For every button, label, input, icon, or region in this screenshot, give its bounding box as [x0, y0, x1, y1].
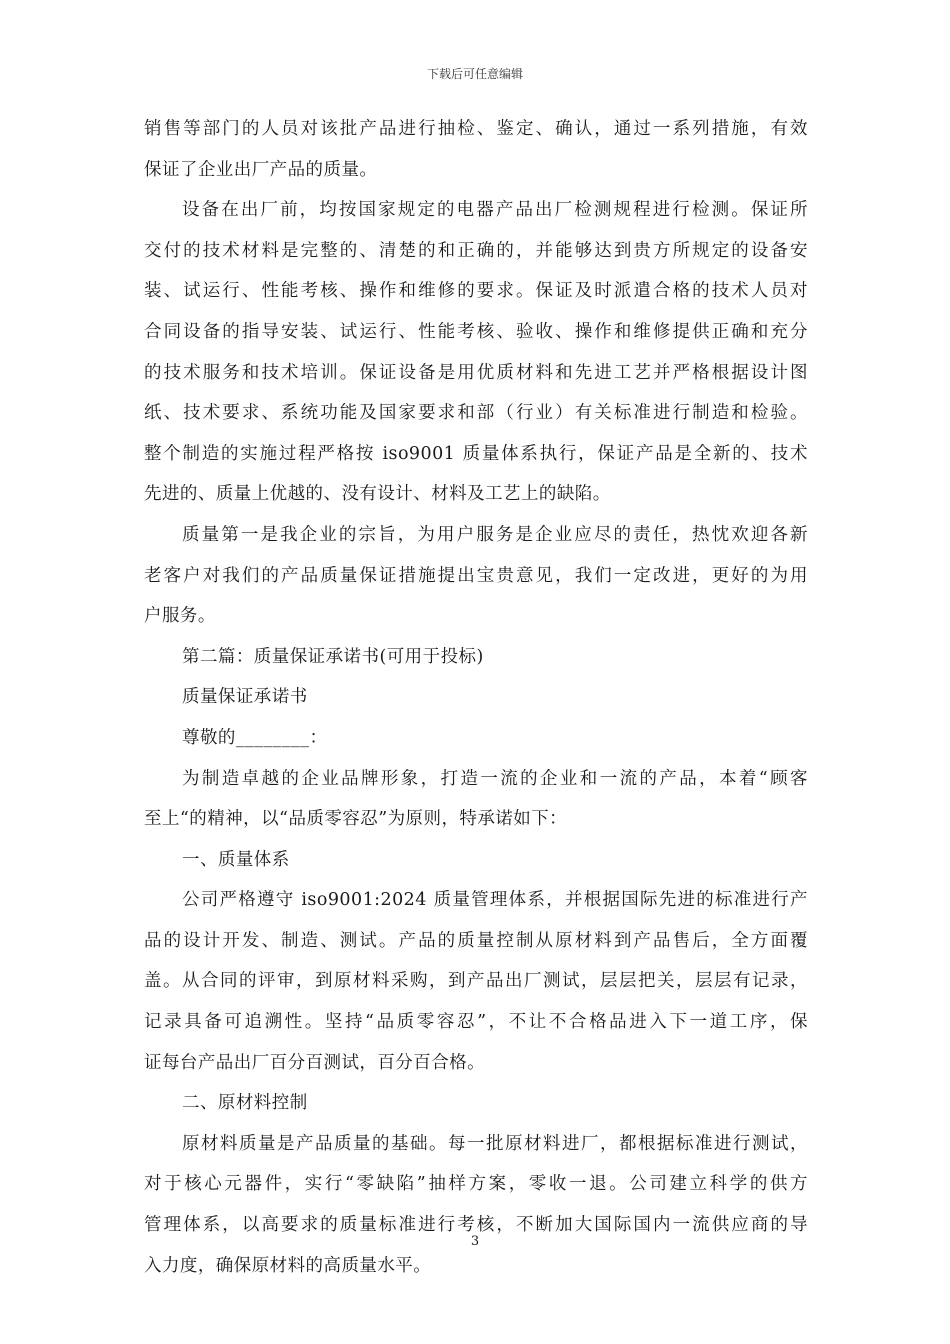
text-line: 纸、技术要求、系统功能及国家要求和部（行业）有关标准进行制造和检验。: [144, 403, 808, 424]
text-line: 设备在出厂前，均按国家规定的电器产品出厂检测规程进行检测。保证所: [182, 200, 808, 221]
text-line: 盖。从合同的评审，到原材料采购，到产品出厂测试，层层把关，层层有记录，: [144, 971, 808, 992]
text-line: 保证了企业出厂产品的质量。: [144, 159, 378, 180]
text-line: 交付的技术材料是完整的、清楚的和正确的，并能够达到贵方所规定的设备安: [144, 240, 808, 261]
text-line: 管理体系，以高要求的质量标准进行考核，不断加大国际国内一流供应商的导: [144, 1215, 808, 1236]
text-line: 对于核心元器件，实行“零缺陷”抽样方案，零收一退。公司建立科学的供方: [144, 1174, 808, 1195]
text-line: 销售等部门的人员对该批产品进行抽检、鉴定、确认，通过一系列措施，有效: [144, 119, 808, 139]
text-line: 公司严格遵守 iso9001:2024 质量管理体系，并根据国际先进的标准进行产: [182, 890, 808, 911]
text-line: 装、试运行、性能考核、操作和维修的要求。保证及时派遣合格的技术人员对: [144, 281, 808, 302]
section-title: 第二篇：质量保证承诺书(可用于投标): [182, 646, 484, 667]
document-body: [144, 118, 808, 1295]
document-title: 质量保证承诺书: [182, 687, 308, 708]
text-line: 证每台产品出厂百分百测试，百分百合格。: [144, 1052, 486, 1073]
text-line: 入力度，确保原材料的高质量水平。: [144, 1255, 432, 1276]
text-line: 至上“的精神，以“品质零容忍”为原则，特承诺如下：: [144, 809, 568, 830]
page-header-note: 下载后可任意编辑: [426, 67, 523, 81]
salutation: 尊敬的________：: [182, 727, 328, 748]
text-line: 品的设计开发、制造、测试。产品的质量控制从原材料到产品售后，全方面覆: [144, 930, 808, 951]
text-line: 记录具备可追溯性。坚持“品质零容忍”，不让不合格品进入下一道工序，保: [144, 1012, 808, 1033]
text-line: 户服务。: [144, 606, 216, 627]
subsection-heading: 二、原材料控制: [182, 1093, 308, 1114]
text-line: 原材料质量是产品质量的基础。每一批原材料进厂，都根据标准进行测试，: [182, 1133, 808, 1154]
text-line: 为制造卓越的企业品牌形象，打造一流的企业和一流的产品，本着“顾客: [182, 768, 808, 789]
text-line: 的技术服务和技术培训。保证设备是用优质材料和先进工艺并严格根据设计图: [144, 362, 808, 383]
text-line: 先进的、质量上优越的、没有设计、材料及工艺上的缺陷。: [144, 484, 611, 505]
text-line: 合同设备的指导安装、试运行、性能考核、验收、操作和维修提供正确和充分: [144, 321, 808, 342]
page-number: 3: [470, 1234, 480, 1249]
text-line: 整个制造的实施过程严格按 iso9001 质量体系执行，保证产品是全新的、技术: [144, 443, 808, 464]
text-line: 老客户对我们的产品质量保证措施提出宝贵意见，我们一定改进，更好的为用: [144, 565, 808, 586]
subsection-heading: 一、质量体系: [182, 849, 290, 870]
text-line: 质量第一是我企业的宗旨，为用户服务是企业应尽的责任，热忱欢迎各新: [182, 524, 808, 545]
